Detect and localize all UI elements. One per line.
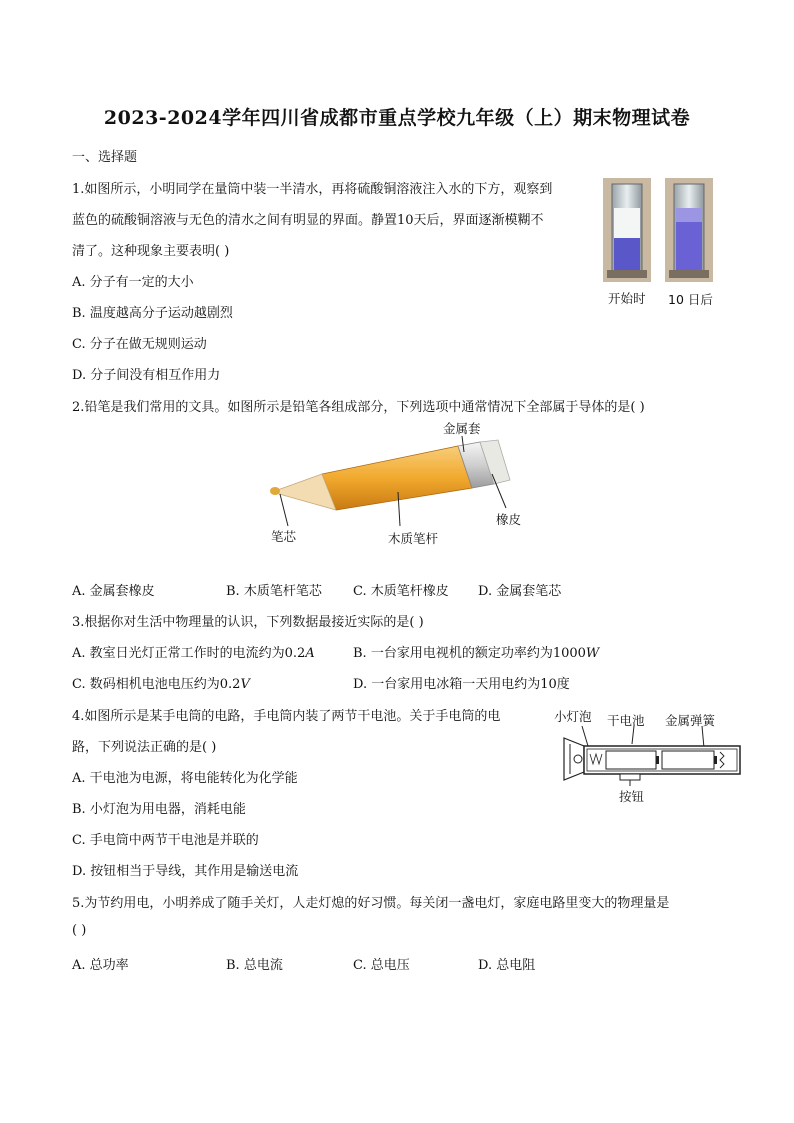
q4-label-battery: 干电池 (607, 713, 645, 728)
q5-option-b[interactable]: B. 总电流 (226, 958, 283, 973)
q1-option-d[interactable]: D. 分子间没有相互作用力 (72, 368, 221, 383)
q2-option-a[interactable]: A. 金属套橡皮 (72, 584, 155, 599)
q4-line-1: 4.如图所示是某手电筒的电路，手电筒内装了两节干电池。关于手电筒的电 (72, 709, 501, 724)
q1-line-1: 1.如图所示，小明同学在量筒中装一半清水，再将硫酸铜溶液注入水的下方，观察到 (72, 182, 553, 197)
q1-option-a[interactable]: A. 分子有一定的大小 (72, 275, 194, 290)
q5-line: 5.为节约用电，小明养成了随手关灯，人走灯熄的好习惯。每关闭一盏电灯，家庭电路里变大的物理量是 (72, 896, 670, 911)
q4-option-c[interactable]: C. 手电筒中两节干电池是并联的 (72, 833, 259, 848)
q1-option-b[interactable]: B. 温度越高分子运动越剧烈 (72, 306, 233, 321)
q4-line-2: 路，下列说法正确的是( ) (72, 740, 217, 755)
q4-option-a[interactable]: A. 干电池为电源，将电能转化为化学能 (72, 771, 298, 786)
q2-label-wood: 木质笔杆 (388, 531, 439, 546)
section-heading: 一、选择题 (72, 150, 138, 165)
q5-line-2: ( ) (72, 923, 87, 938)
q1-line-2: 蓝色的硫酸铜溶液与无色的清水之间有明显的界面。静置10天后，界面逐渐模糊不 (72, 213, 544, 228)
q4-option-b[interactable]: B. 小灯泡为用电器，消耗电能 (72, 802, 246, 817)
q2-option-d[interactable]: D. 金属套笔芯 (478, 584, 562, 599)
q3-option-b[interactable]: B. 一台家用电视机的额定功率约为1000W (353, 646, 600, 661)
q2-line: 2.铅笔是我们常用的文具。如图所示是铅笔各组成部分，下列选项中通常情况下全部属于导体的是( ) (72, 400, 645, 415)
q1-caption-start: 开始时 (608, 291, 646, 306)
q1-line-3: 清了。这种现象主要表明( ) (72, 244, 230, 259)
q5-option-d[interactable]: D. 总电阻 (478, 958, 536, 973)
q4-label-bulb: 小灯泡 (554, 709, 592, 724)
q1-caption-end: 10 日后 (668, 292, 713, 307)
q2-label-ferrule: 金属套 (443, 421, 481, 436)
q3-option-c[interactable]: C. 数码相机电池电压约为0.2V (72, 677, 250, 692)
q1-option-c[interactable]: C. 分子在做无规则运动 (72, 337, 207, 352)
q1-cylinder-figure (603, 178, 715, 286)
q2-label-lead: 笔芯 (271, 529, 297, 544)
q5-option-a[interactable]: A. 总功率 (72, 958, 129, 973)
page-title: 2023-2024学年四川省成都市重点学校九年级（上）期末物理试卷 (103, 107, 691, 129)
q4-option-d[interactable]: D. 按钮相当于导线，其作用是输送电流 (72, 864, 299, 879)
q2-leader-lines (262, 430, 522, 530)
q3-option-a[interactable]: A. 教室日光灯正常工作时的电流约为0.2A (72, 646, 315, 661)
q2-option-b[interactable]: B. 木质笔杆笔芯 (226, 584, 322, 599)
q2-label-eraser: 橡皮 (496, 512, 522, 527)
q2-option-c[interactable]: C. 木质笔杆橡皮 (353, 584, 449, 599)
q4-label-spring: 金属弹簧 (665, 713, 716, 728)
q4-flashlight-figure (554, 726, 750, 790)
q5-option-c[interactable]: C. 总电压 (353, 958, 410, 973)
q4-label-button: 按钮 (619, 789, 645, 804)
q3-line: 3.根据你对生活中物理量的认识，下列数据最接近实际的是( ) (72, 615, 424, 630)
q3-option-d[interactable]: D. 一台家用电冰箱一天用电约为10度 (353, 677, 570, 692)
